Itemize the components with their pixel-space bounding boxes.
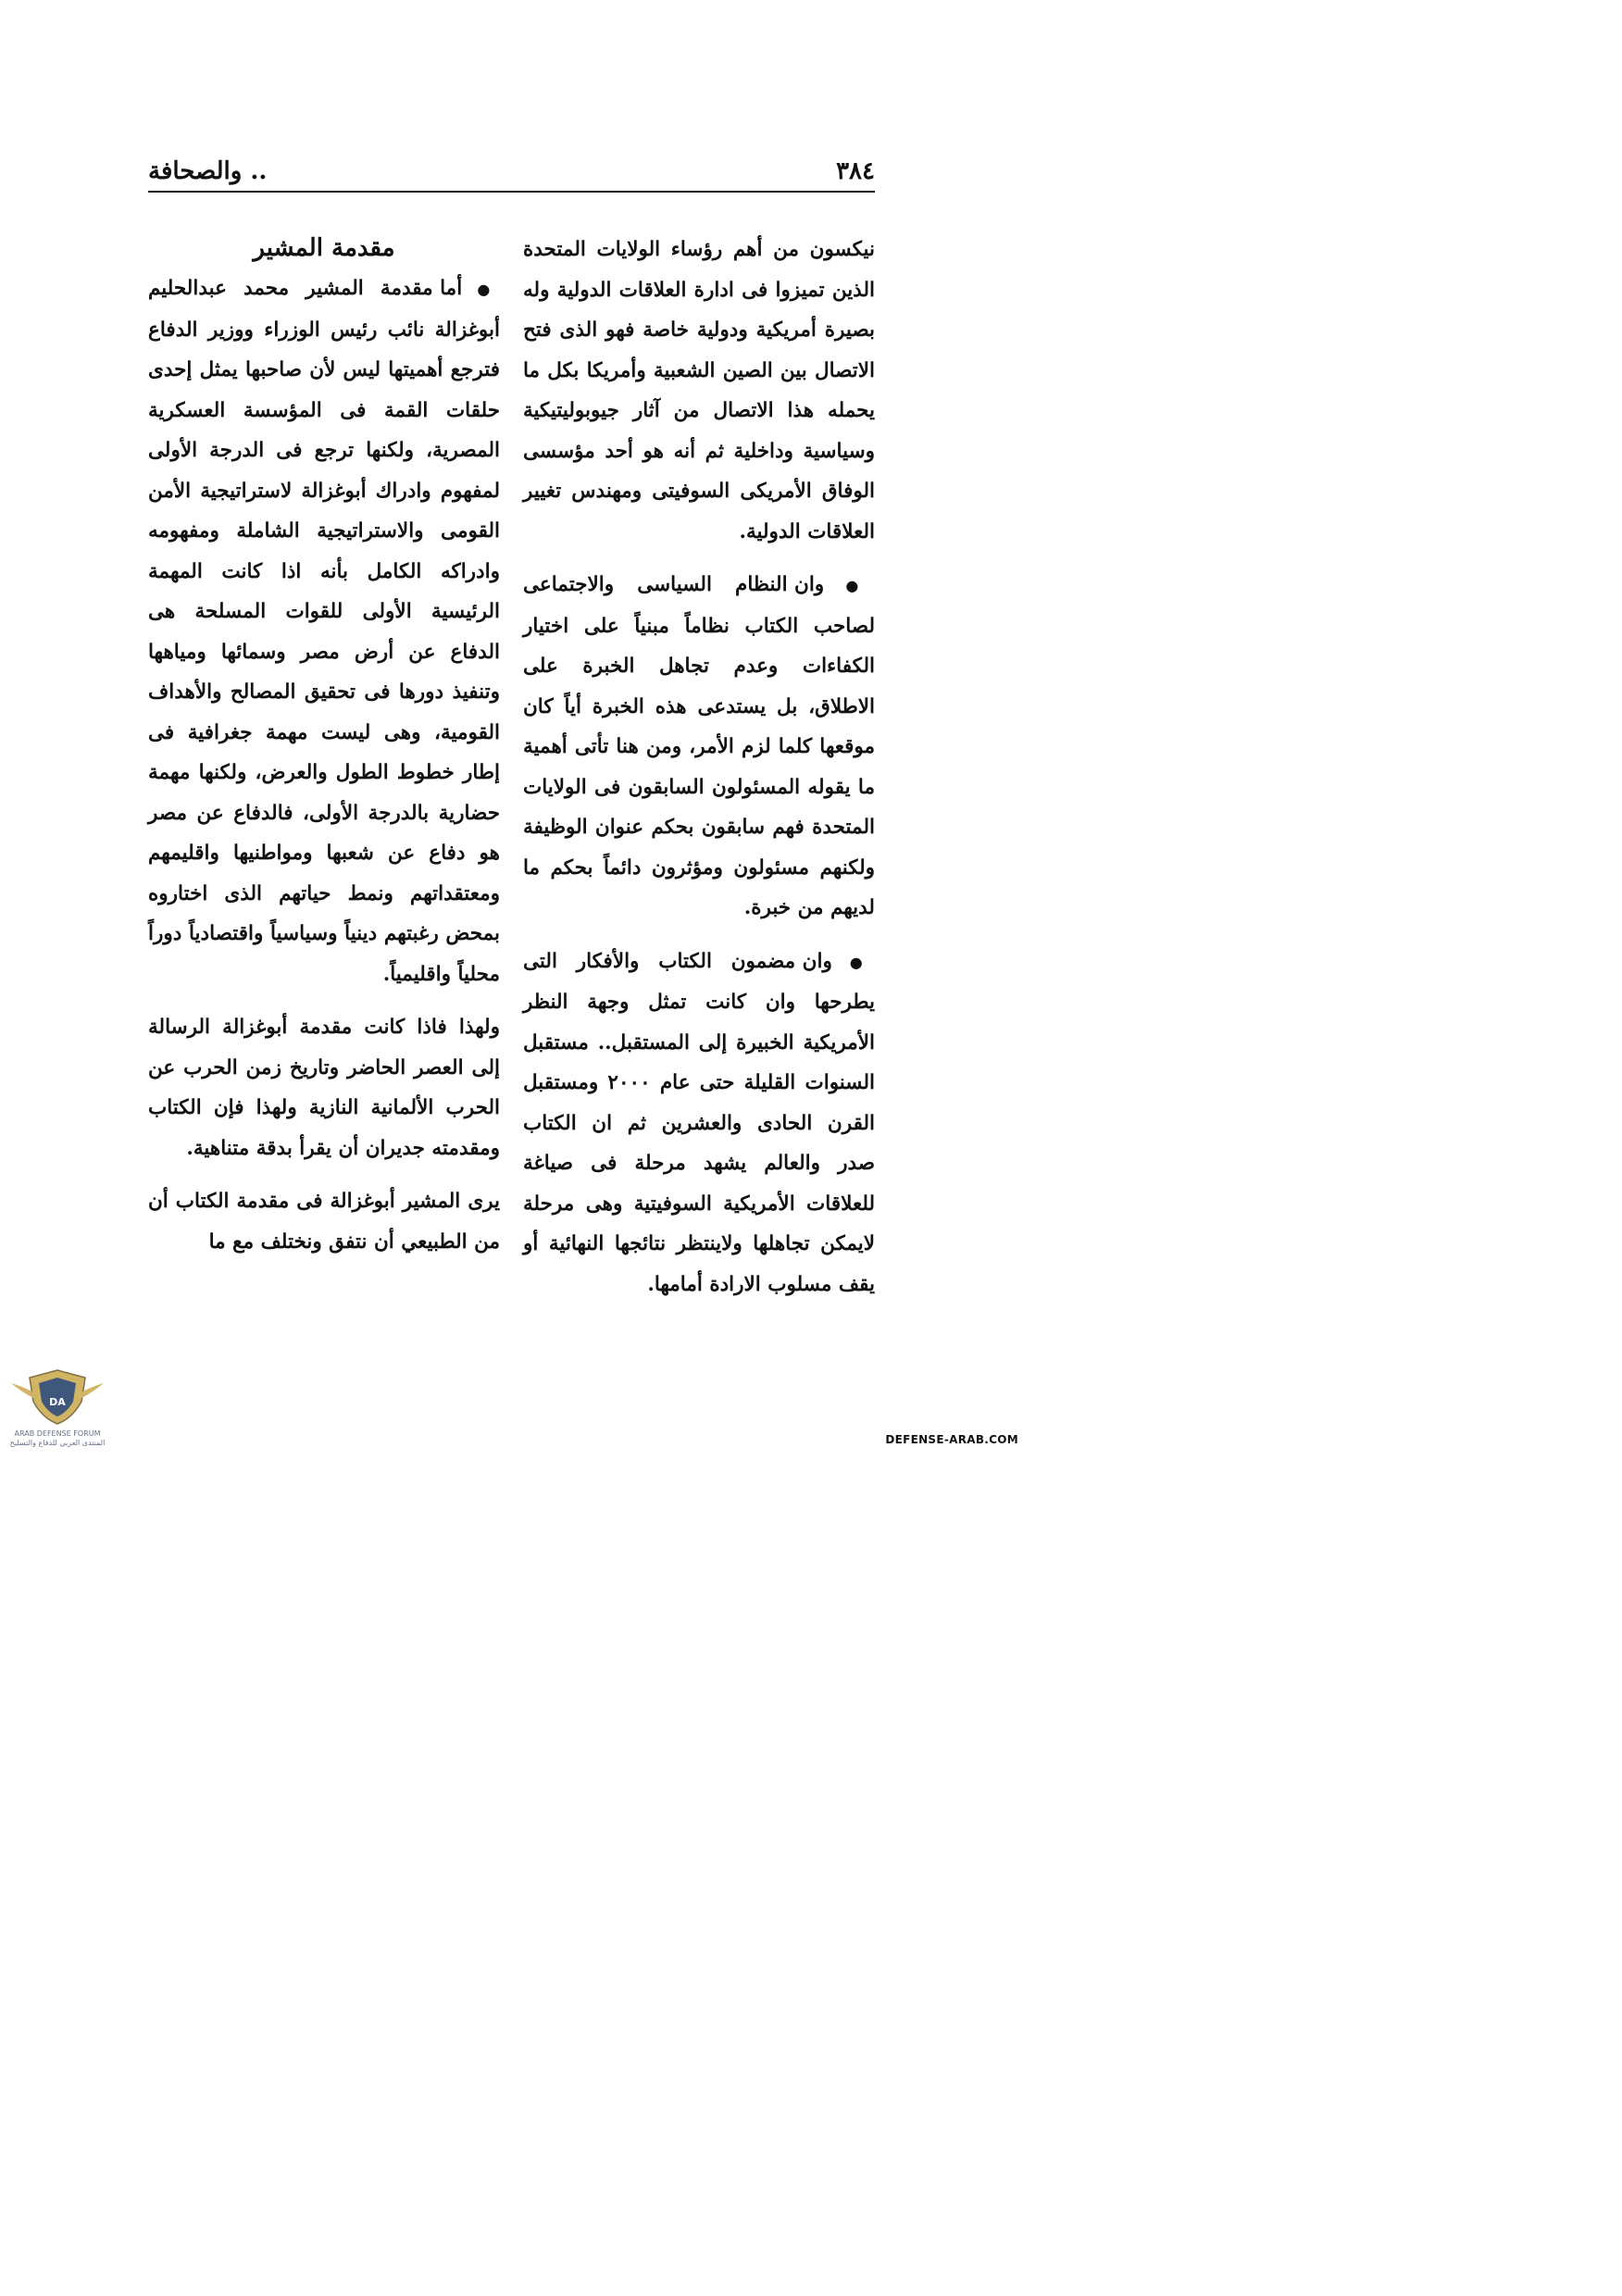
- paragraph: ولهذا فاذا كانت مقدمة أبوغزالة الرسالة إلى العصر الحاضر وتاريخ زمن الحرب عن الحرب الألمانية النازية ولهذا فإن الكتاب ومقدمته جديران أن يقرأ بدقة متناهية.: [148, 1016, 500, 1160]
- bullet-paragraph: ● وان النظام السياسى والاجتماعى لصاحب الكتاب نظاماً مبنياً على اختيار الكفاءات وعدم تجاهل الخبرة على الاطلاق، بل يستدعى هذه الخبرة أياً كان موقعها كلما لزم الأمر، ومن هنا تأتى أهمية ما يقوله المسئولون السابقون فى الولايات المتحدة فهم سابقون بحكم عنوان الوظيفة ولكنهم مسئولون ومؤثرون دائماً بحكم ما لديهم من خبرة.: [523, 565, 875, 929]
- watermark-line-1: ARAB DEFENSE FORUM: [14, 1429, 101, 1438]
- bullet-paragraph: ● أما مقدمة المشير محمد عبدالحليم أبوغزالة نائب رئيس الوزراء ووزير الدفاع فترجع أهميتها ليس لأن صاحبها يمثل إحدى حلقات القمة فى المؤسسة العسكرية المصرية، ولكنها ترجع فى الدرجة الأولى لمفهوم وادراك أبوغزالة لاستراتيجية الأمن القومى والاستراتيجية الشاملة ومفهومه وادراكه الكامل بأنه اذا كانت المهمة الرئيسية الأولى للقوات المسلحة هى الدفاع عن أرض مصر وسمائها ومياهها وتنفيذ دورها فى تحقيق المصالح والأهداف القومية، وهى ليست مهمة جغرافية فى إطار خطوط الطول والعرض، ولكنها مهمة حضارية بالدرجة الأولى، فالدفاع عن مصر هو دفاع عن شعبها ومواطنيها واقليمهم ومعتقداتهم ونمط حياتهم الذى اختاروه بمحض رغبتهم دينياً وسياسياً واقتصادياً دوراً محلياً واقليمياً.: [148, 268, 500, 994]
- paragraph: يرى المشير أبوغزالة فى مقدمة الكتاب أن من الطبيعي أن نتفق ونختلف مع ما: [148, 1190, 500, 1254]
- left-column: [148, 230, 500, 1262]
- forum-logo-watermark: [2, 1365, 113, 1448]
- paragraph: نيكسون من أهم رؤساء الولايات المتحدة الذين تميزوا فى ادارة العلاقات الدولية وله بصيرة أمريكية ودولية خاصة فهو الذى فتح الاتصال بين الصين الشعبية وأمريكا بكل ما يحمله هذا الاتصال من آثار جيوبوليتيكية وسياسية وداخلية ثم أنه هو أحد مؤسسى الوفاق الأمريكى السوفيتى ومهندس تغيير العلاقات الدولية.: [523, 238, 875, 543]
- watermark-line-2: المنتدى العربي للدفاع والتسليح: [9, 1439, 106, 1447]
- book-page: [0, 0, 1024, 1452]
- page-number: ٣٨٤: [836, 157, 875, 185]
- shield-eagle-icon: [2, 1365, 113, 1429]
- bullet-paragraph: ● وان مضمون الكتاب والأفكار التى يطرحها وان كانت تمثل وجهة النظر الأمريكية الخبيرة إلى المستقبل.. مستقبل السنوات القليلة حتى عام ٢٠٠٠ ومستقبل القرن الحادى والعشرين ثم ان الكتاب صدر والعالم يشهد مرحلة فى صياغة للعلاقات الأمريكية السوفيتية وهى مرحلة لايمكن تجاهلها ولاينتظر نتائجها النهائية أو يقف مسلوب الارادة أمامها.: [523, 942, 875, 1305]
- section-heading: مقدمة المشير: [253, 234, 395, 262]
- svg-text:DA: DA: [49, 1396, 66, 1408]
- page-header: [148, 157, 875, 191]
- running-title: .. والصحافة: [148, 157, 268, 185]
- watermark-site-url: DEFENSE-ARAB.COM: [885, 1433, 1018, 1446]
- right-column: [523, 230, 875, 1304]
- header-rule: [148, 191, 875, 193]
